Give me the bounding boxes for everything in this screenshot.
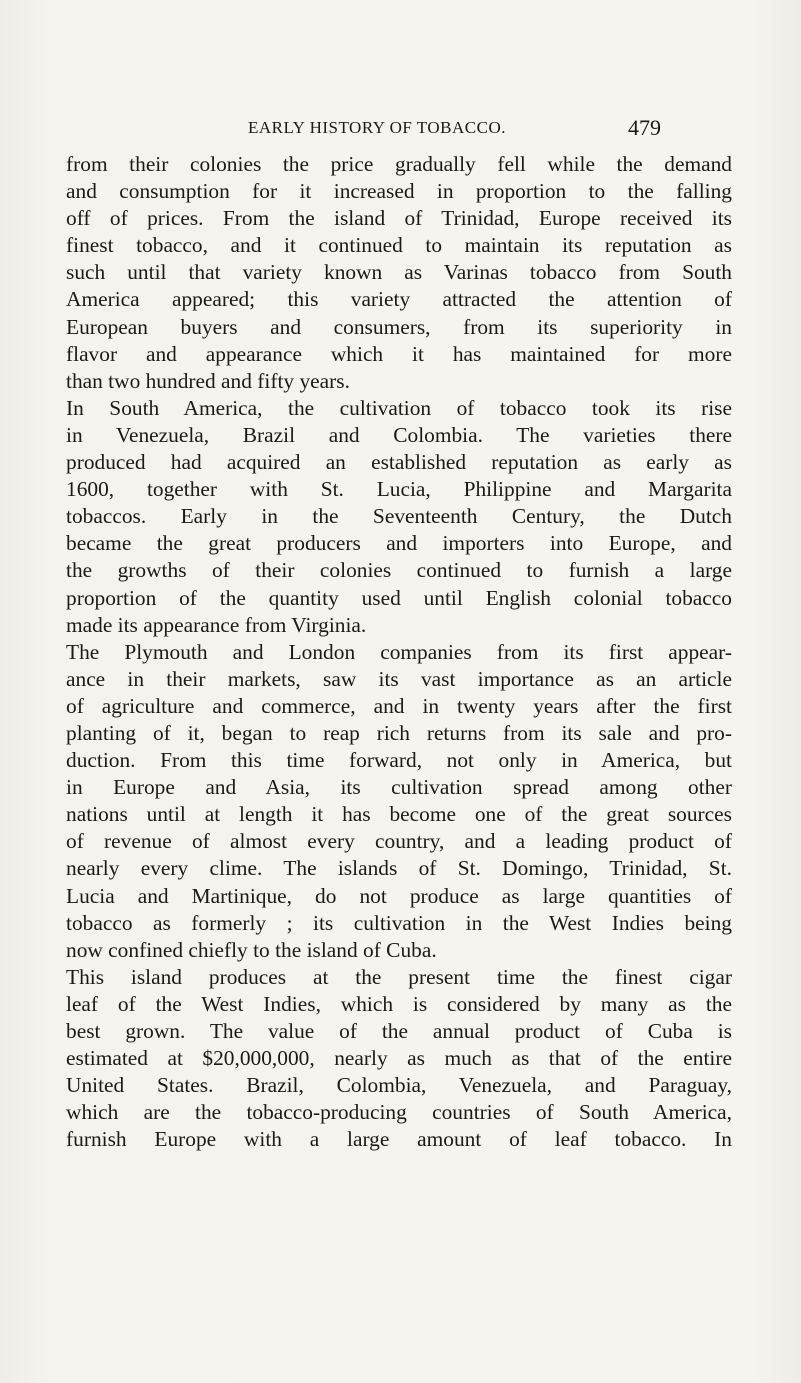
- text-line: America appeared; this variety attracted the attention of: [66, 287, 732, 312]
- text-line: now confined chiefly to the island of Cuba.: [66, 937, 437, 962]
- text-line: furnish Europe with a large amount of leaf tobacco. In: [66, 1127, 732, 1152]
- text-line: best grown. The value of the annual product of Cuba is: [66, 1019, 732, 1043]
- text-line: 1600, together with St. Lucia, Philippine and Margarita: [66, 477, 732, 502]
- text-line: flavor and appearance which it has maintained for more: [66, 341, 732, 366]
- text-line: In South America, the cultivation of tobacco took its rise: [66, 395, 732, 420]
- text-line: Lucia and Martinique, do not produce as large quantities of: [66, 883, 732, 908]
- text-line: such until that variety known as Varinas tobacco from South: [66, 260, 732, 285]
- text-line: estimated at $20,000,000, nearly as much as that of the entire: [66, 1046, 732, 1071]
- text-line: in Europe and Asia, its cultivation spread among other: [66, 775, 732, 800]
- text-line: proportion of the quantity used until English colonial tobacco: [66, 585, 732, 610]
- text-line: than two hundred and fifty years.: [66, 368, 350, 393]
- text-line: produced had acquired an established reputation as early as: [66, 450, 732, 475]
- text-line: planting of it, began to reap rich returns from its sale and pro-: [66, 720, 732, 745]
- text-line: This island produces at the present time the finest cigar: [66, 964, 732, 989]
- text-line: from their colonies the price gradually fell while the demand: [66, 152, 732, 176]
- text-line: tobaccos. Early in the Seventeenth Century, the Dutch: [66, 504, 732, 529]
- text-line: finest tobacco, and it continued to maintain its reputation as: [66, 233, 732, 258]
- text-line: tobacco as formerly ; its cultivation in the West Indies being: [66, 910, 732, 935]
- text-line: of revenue of almost every country, and a leading product of: [66, 829, 732, 854]
- body-text: [66, 151, 732, 1153]
- text-line: made its appearance from Virginia.: [66, 612, 367, 637]
- text-line: The Plymouth and London companies from its first appear-: [66, 639, 732, 664]
- page-number: 479: [628, 115, 661, 140]
- text-line: and consumption for it increased in proportion to the falling: [66, 179, 732, 204]
- text-line: the growths of their colonies continued to furnish a large: [66, 558, 732, 583]
- text-line: duction. From this time forward, not only in America, but: [66, 748, 732, 773]
- text-line: which are the tobacco-producing countries of South America,: [66, 1100, 732, 1125]
- text-line: nations until at length it has become one of the great sources: [66, 802, 732, 827]
- text-line: European buyers and consumers, from its superiority in: [66, 314, 732, 339]
- text-line: leaf of the West Indies, which is considered by many as the: [66, 991, 732, 1016]
- text-line: became the great producers and importers into Europe, and: [66, 531, 732, 556]
- text-line: United States. Brazil, Colombia, Venezuela, and Paraguay,: [66, 1073, 732, 1098]
- text-line: nearly every clime. The islands of St. Domingo, Trinidad, St.: [66, 856, 732, 881]
- text-line: ance in their markets, saw its vast importance as an article: [66, 666, 732, 691]
- text-line: in Venezuela, Brazil and Colombia. The varieties there: [66, 422, 732, 447]
- running-head: EARLY HISTORY OF TOBACCO.: [248, 118, 506, 137]
- text-line: of agriculture and commerce, and in twenty years after the first: [66, 693, 732, 718]
- text-line: off of prices. From the island of Trinidad, Europe received its: [66, 206, 732, 231]
